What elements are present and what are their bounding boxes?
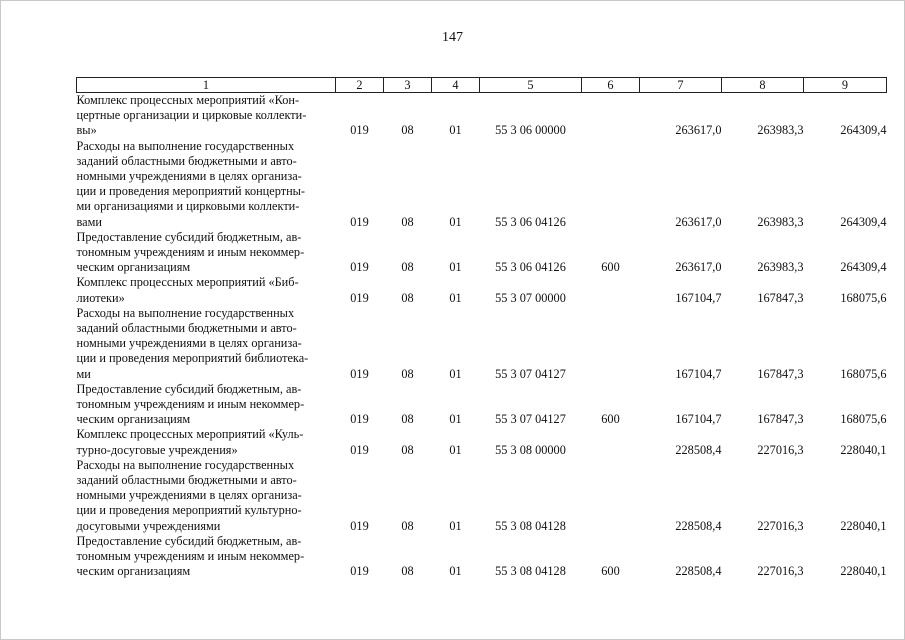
description-line: Комплекс процессных мероприятий «Кон- <box>76 93 300 107</box>
table-row <box>77 275 887 305</box>
description-line: тономным учреждениям и иным некоммер- <box>76 245 305 260</box>
code-ministry: 019 <box>350 123 369 138</box>
code-ministry: 019 <box>350 366 369 381</box>
amount-year-3: 228040,1 <box>840 518 887 533</box>
col-header: 9 <box>804 78 887 93</box>
col-header: 1 <box>77 78 336 93</box>
row-description <box>77 458 336 534</box>
amount-year-2: 263983,3 <box>757 214 804 229</box>
description-line: турно-досуговые учреждения» <box>76 442 238 457</box>
row-description <box>77 306 336 382</box>
col-header: 4 <box>432 78 480 93</box>
description-line: ции и проведения мероприятий библиотека- <box>76 351 309 366</box>
code-subsection: 01 <box>449 442 462 457</box>
code-ministry: 019 <box>350 214 369 229</box>
description-line: номными учреждениями в целях организа- <box>76 488 302 503</box>
amount-year-2: 227016,3 <box>757 442 804 457</box>
code-section: 08 <box>401 260 414 275</box>
description-line: Комплекс процессных мероприятий «Куль- <box>76 427 304 442</box>
col-header: 5 <box>480 78 582 93</box>
row-description <box>77 275 336 305</box>
table-row <box>77 382 887 428</box>
description-line: ции и проведения мероприятий культурно- <box>76 503 302 518</box>
col-header: 6 <box>582 78 640 93</box>
description-line: ческим организациям <box>76 260 191 275</box>
budget-table <box>76 77 887 580</box>
col-header: 2 <box>336 78 384 93</box>
amount-year-3: 228040,1 <box>840 564 887 579</box>
table-row <box>77 458 887 534</box>
code-section: 08 <box>401 123 414 138</box>
code-target-article: 55 3 07 00000 <box>495 290 566 305</box>
description-line: ми <box>76 366 91 381</box>
description-line: Комплекс процессных мероприятий «Биб- <box>76 275 299 290</box>
amount-year-1: 263617,0 <box>675 260 722 275</box>
code-expense-type: 600 <box>601 412 620 427</box>
description-line: ческим организациям <box>76 564 191 579</box>
row-description <box>77 427 336 457</box>
code-target-article: 55 3 08 04128 <box>495 518 566 533</box>
description-line: номными учреждениями в целях организа- <box>76 169 302 184</box>
code-subsection: 01 <box>449 564 462 579</box>
description-line: ми организациями и цирковыми коллекти- <box>76 199 300 214</box>
amount-year-1: 167104,7 <box>675 366 722 381</box>
code-expense-type <box>582 275 640 305</box>
amount-year-1: 228508,4 <box>675 518 722 533</box>
amount-year-1: 167104,7 <box>675 412 722 427</box>
amount-year-2: 263983,3 <box>757 123 804 138</box>
col-header: 8 <box>722 78 804 93</box>
amount-year-3: 264309,4 <box>840 214 887 229</box>
code-target-article: 55 3 07 04127 <box>495 412 566 427</box>
description-line: заданий областными бюджетными и авто- <box>76 153 297 168</box>
description-line: цертные организации и цирковые коллекти- <box>76 108 307 123</box>
description-line: Предоставление субсидий бюджетным, ав- <box>76 533 302 548</box>
code-ministry: 019 <box>350 518 369 533</box>
description-line: заданий областными бюджетными и авто- <box>76 473 297 488</box>
description-line: тономным учреждениям и иным некоммер- <box>76 549 305 564</box>
code-section: 08 <box>401 518 414 533</box>
code-subsection: 01 <box>449 260 462 275</box>
amount-year-3: 264309,4 <box>840 123 887 138</box>
amount-year-1: 263617,0 <box>675 123 722 138</box>
amount-year-1: 263617,0 <box>675 214 722 229</box>
code-section: 08 <box>401 214 414 229</box>
code-target-article: 55 3 06 04126 <box>495 260 566 275</box>
code-subsection: 01 <box>449 290 462 305</box>
code-subsection: 01 <box>449 214 462 229</box>
description-line: заданий областными бюджетными и авто- <box>76 321 297 336</box>
amount-year-2: 227016,3 <box>757 564 804 579</box>
code-ministry: 019 <box>350 290 369 305</box>
code-target-article: 55 3 07 04127 <box>495 366 566 381</box>
page-number: 147 <box>442 30 463 45</box>
code-expense-type <box>582 427 640 457</box>
code-section: 08 <box>401 564 414 579</box>
amount-year-2: 167847,3 <box>757 290 804 305</box>
row-description <box>77 93 336 139</box>
table-row <box>77 230 887 276</box>
table-row <box>77 534 887 580</box>
code-ministry: 019 <box>350 412 369 427</box>
description-line: ческим организациям <box>76 412 191 427</box>
code-expense-type <box>582 306 640 382</box>
description-line: Предоставление субсидий бюджетным, ав- <box>76 381 302 396</box>
table-row <box>77 427 887 457</box>
col-header: 3 <box>384 78 432 93</box>
table-row <box>77 306 887 382</box>
description-line: вами <box>76 214 102 229</box>
row-description <box>77 382 336 428</box>
description-line: Расходы на выполнение государственных <box>76 305 295 320</box>
amount-year-3: 228040,1 <box>840 442 887 457</box>
code-section: 08 <box>401 290 414 305</box>
description-line: Предоставление субсидий бюджетным, ав- <box>76 229 302 244</box>
amount-year-2: 167847,3 <box>757 412 804 427</box>
row-description <box>77 139 336 230</box>
code-ministry: 019 <box>350 260 369 275</box>
table-row <box>77 93 887 139</box>
amount-year-2: 227016,3 <box>757 518 804 533</box>
code-section: 08 <box>401 412 414 427</box>
description-line: вы» <box>76 123 97 138</box>
amount-year-3: 264309,4 <box>840 260 887 275</box>
code-target-article: 55 3 06 00000 <box>495 123 566 138</box>
amount-year-1: 167104,7 <box>675 290 722 305</box>
description-line: Расходы на выполнение государственных <box>76 457 295 472</box>
code-subsection: 01 <box>449 518 462 533</box>
table-row <box>77 139 887 230</box>
code-target-article: 55 3 08 04128 <box>495 564 566 579</box>
amount-year-3: 168075,6 <box>840 290 887 305</box>
amount-year-2: 167847,3 <box>757 366 804 381</box>
row-description <box>77 230 336 276</box>
code-section: 08 <box>401 442 414 457</box>
code-expense-type <box>582 139 640 230</box>
description-line: ции и проведения мероприятий концертны- <box>76 184 306 199</box>
code-expense-type <box>582 93 640 139</box>
code-subsection: 01 <box>449 366 462 381</box>
code-expense-type: 600 <box>601 260 620 275</box>
description-line: лиотеки» <box>76 290 125 305</box>
code-ministry: 019 <box>350 442 369 457</box>
code-expense-type: 600 <box>601 564 620 579</box>
code-subsection: 01 <box>449 123 462 138</box>
code-target-article: 55 3 08 00000 <box>495 442 566 457</box>
amount-year-3: 168075,6 <box>840 412 887 427</box>
row-description <box>77 534 336 580</box>
description-line: досуговыми учреждениями <box>76 518 221 533</box>
code-ministry: 019 <box>350 564 369 579</box>
header-row <box>77 78 887 93</box>
code-expense-type <box>582 458 640 534</box>
amount-year-3: 168075,6 <box>840 366 887 381</box>
description-line: Расходы на выполнение государственных <box>76 138 295 153</box>
amount-year-2: 263983,3 <box>757 260 804 275</box>
description-line: номными учреждениями в целях организа- <box>76 336 302 351</box>
col-header: 7 <box>640 78 722 93</box>
code-subsection: 01 <box>449 412 462 427</box>
table-body <box>77 93 887 580</box>
amount-year-1: 228508,4 <box>675 442 722 457</box>
code-target-article: 55 3 06 04126 <box>495 214 566 229</box>
amount-year-1: 228508,4 <box>675 564 722 579</box>
description-line: тономным учреждениям и иным некоммер- <box>76 397 305 412</box>
code-section: 08 <box>401 366 414 381</box>
